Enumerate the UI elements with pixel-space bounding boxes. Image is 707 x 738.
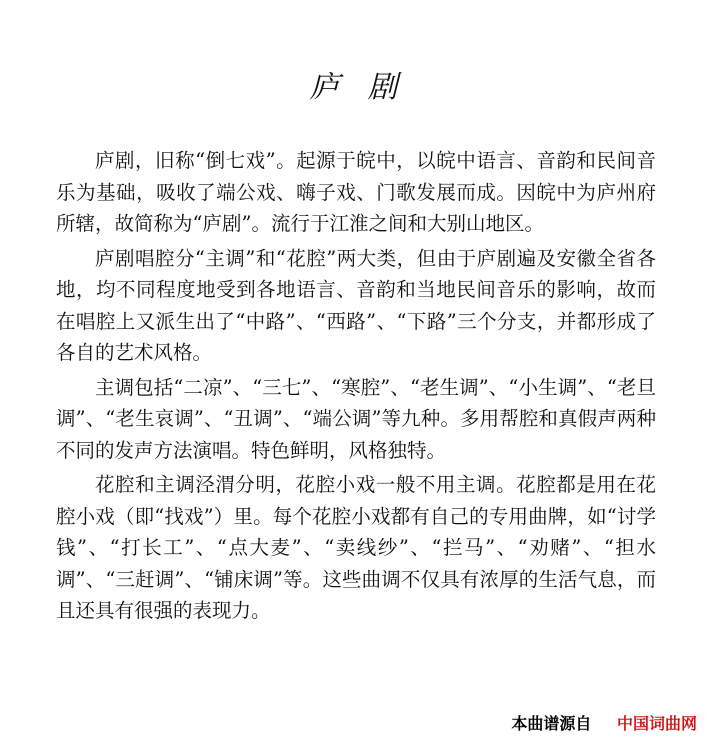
- site-name: 中国词曲网: [616, 714, 697, 733]
- paragraph-intro: 庐剧，旧称“倒七戏”。起源于皖中，以皖中语言、音韵和民间音乐为基础，吸收了端公戏、嗨子戏、门歌发展而成。因皖中为庐州府所辖，故简称为“庐剧”。流行于江淮之间和大别山地区。: [56, 149, 656, 235]
- paragraph-flower-tunes: 花腔和主调泾渭分明，花腔小戏一般不用主调。花腔都是用在花腔小戏（即“找戏”）里。每个花腔小戏都有自己的专用曲牌，如“讨学钱”、“打长工”、“点大麦”、“卖线纱”、“拦马”、“劝赌”、“担水调”、“三赶调”、“铺床调”等。这些曲调不仅具有浓厚的生活气息，而且还具有很强的表现力。: [56, 473, 656, 622]
- page-title: 庐剧: [309, 70, 426, 105]
- paragraph-vocal-styles: 庐剧唱腔分“主调”和“花腔”两大类，但由于庐剧遍及安徽全省各地，均不同程度地受到各地语言、音韵和当地民间音乐的影响，故而在唱腔上又派生出了“中路”、“西路”、“下路”三个分支，并都形成了各自的艺术风格。: [56, 246, 656, 364]
- paragraph-main-tunes: 主调包括“二凉”、“三七”、“寒腔”、“老生调”、“小生调”、“老旦调”、“老生哀调”、“丑调”、“端公调”等九种。多用帮腔和真假声两种不同的发声方法演唱。特色鲜明，风格独特。: [56, 375, 656, 462]
- article-body: [56, 145, 656, 630]
- source-watermark: [511, 711, 697, 734]
- source-label: 本曲谱源自: [511, 714, 592, 733]
